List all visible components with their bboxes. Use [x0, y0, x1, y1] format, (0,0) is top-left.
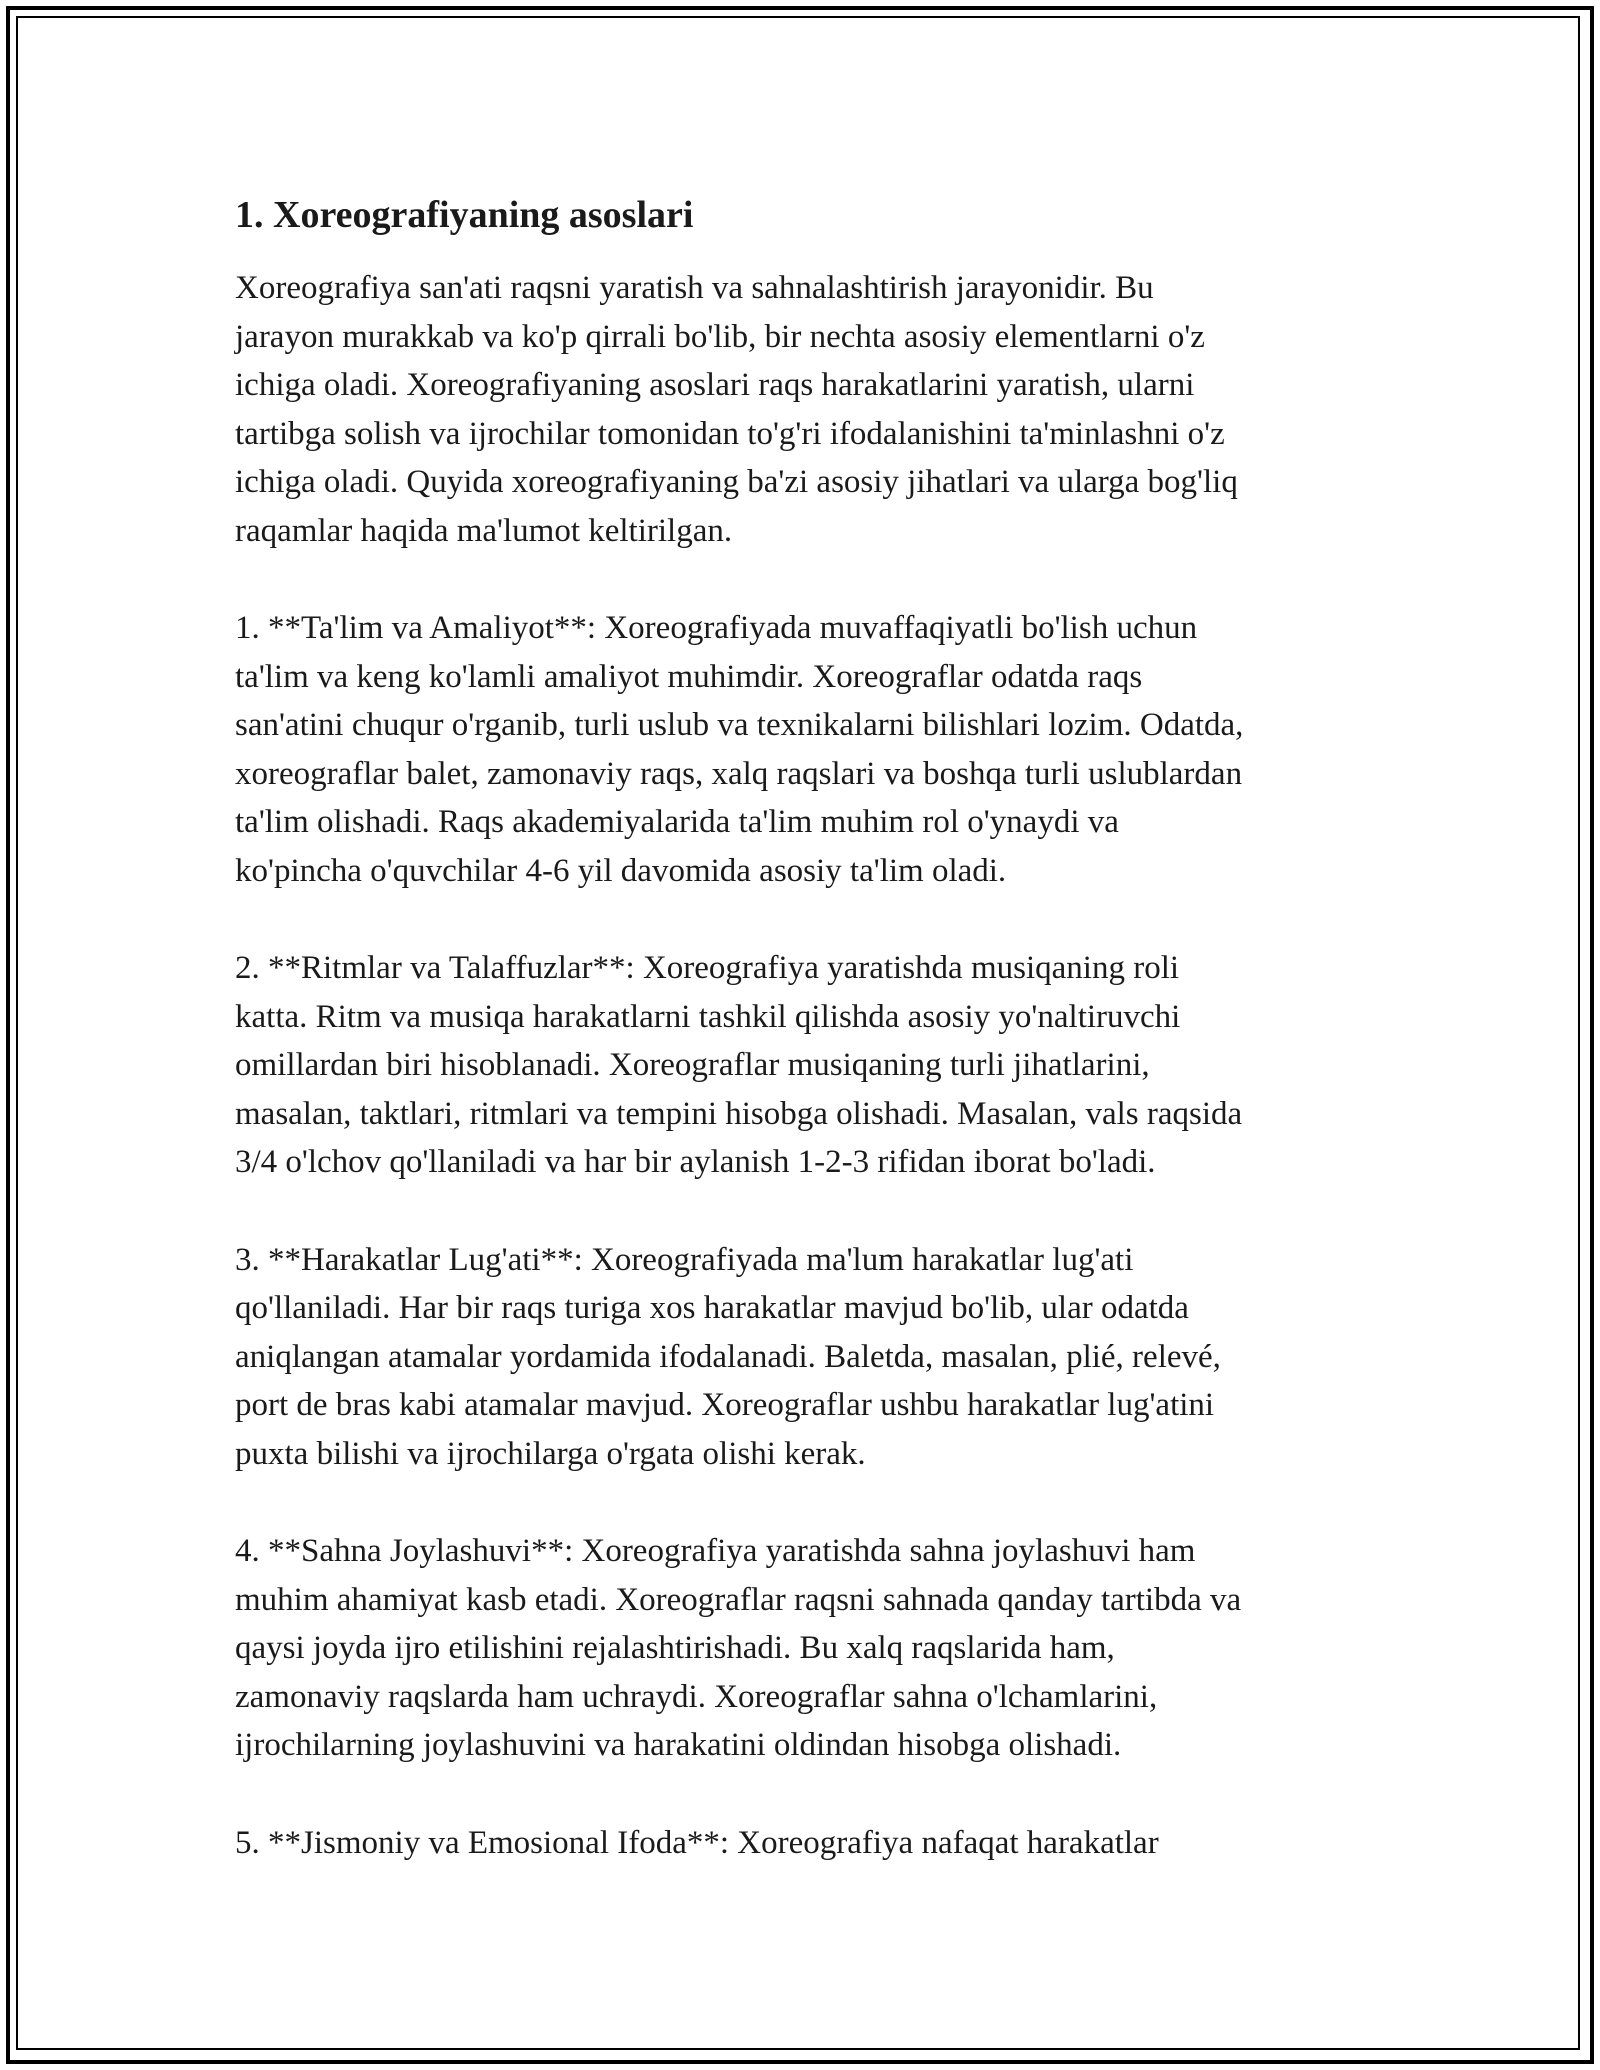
document-page [235, 180, 1365, 1916]
paragraph-talim-va-amaliyot: 1. **Ta'lim va Amaliyot**: Xoreografiyada muvaffaqiyatli bo'lish uchun ta'lim va keng ko'lamli amaliyot muhimdir. Xoreograflar odatda raqs san'atini chuqur o'rganib, turli uslub va texnikalarni bilishlari lozim. Odatda, xoreograflar balet, zamonaviy raqs, xalq raqslari va boshqa turli uslublardan ta'lim olishadi. Raqs akademiyalarida ta'lim muhim rol o'ynaydi va ko'pincha o'quvchilar 4-6 yil davomida asosiy ta'lim oladi. [235, 610, 1244, 889]
paragraph-ritmlar-va-talaffuzlar: 2. **Ritmlar va Talaffuzlar**: Xoreografiya yaratishda musiqaning roli katta. Ritm va musiqa harakatlarni tashkil qilishda asosiy yo'naltiruvchi omillardan biri hisoblanadi. Xoreograflar musiqaning turli jihatlarini, masalan, taktlari, ritmlari va tempini hisobga olishadi. Masalan, vals raqsida 3/4 o'lchov qo'llaniladi va har bir aylanish 1-2-3 rifidan iborat bo'ladi. [235, 950, 1243, 1180]
paragraph-sahna-joylashuvi: 4. **Sahna Joylashuvi**: Xoreografiya yaratishda sahna joylashuvi ham muhim ahamiyat kasb etadi. Xoreograflar raqsni sahnada qanday tartibda va qaysi joyda ijro etilishini rejalashtirishadi. Bu xalq raqslarida ham, zamonaviy raqslarda ham uchraydi. Xoreograflar sahna o'lchamlarini, ijrochilarning joylashuvini va harakatini oldindan hisobga olishadi. [235, 1533, 1242, 1763]
paragraph-harakatlar-lugati: 3. **Harakatlar Lug'ati**: Xoreografiyada ma'lum harakatlar lug'ati qo'llaniladi. Har bir raqs turiga xos harakatlar mavjud bo'lib, ular odatda aniqlangan atamalar yordamida ifodalanadi. Baletda, masalan, plié, relevé, port de bras kabi atamalar mavjud. Xoreograflar ushbu harakatlar lug'atini puxta bilishi va ijrochilarga o'rgata olishi kerak. [235, 1241, 1221, 1472]
paragraph-jismoniy-va-emosional-ifoda: 5. **Jismoniy va Emosional Ifoda**: Xoreografiya nafaqat harakatlar [235, 1824, 1159, 1861]
section-heading: 1. Xoreografiyaning asoslari [235, 194, 694, 236]
intro-paragraph: Xoreografiya san'ati raqsni yaratish va sahnalashtirish jarayonidir. Bu jarayon murakkab va ko'p qirrali bo'lib, bir nechta asosiy elementlarni o'z ichiga oladi. Xoreografiyaning asoslari raqs harakatlarini yaratish, ularni tartibga solish va ijrochilar tomonidan to'g'ri ifodalanishini ta'minlashni o'z ichiga oladi. Quyida xoreografiyaning ba'zi asosiy jihatlari va ularga bog'liq raqamlar haqida ma'lumot keltirilgan. [235, 270, 1238, 549]
